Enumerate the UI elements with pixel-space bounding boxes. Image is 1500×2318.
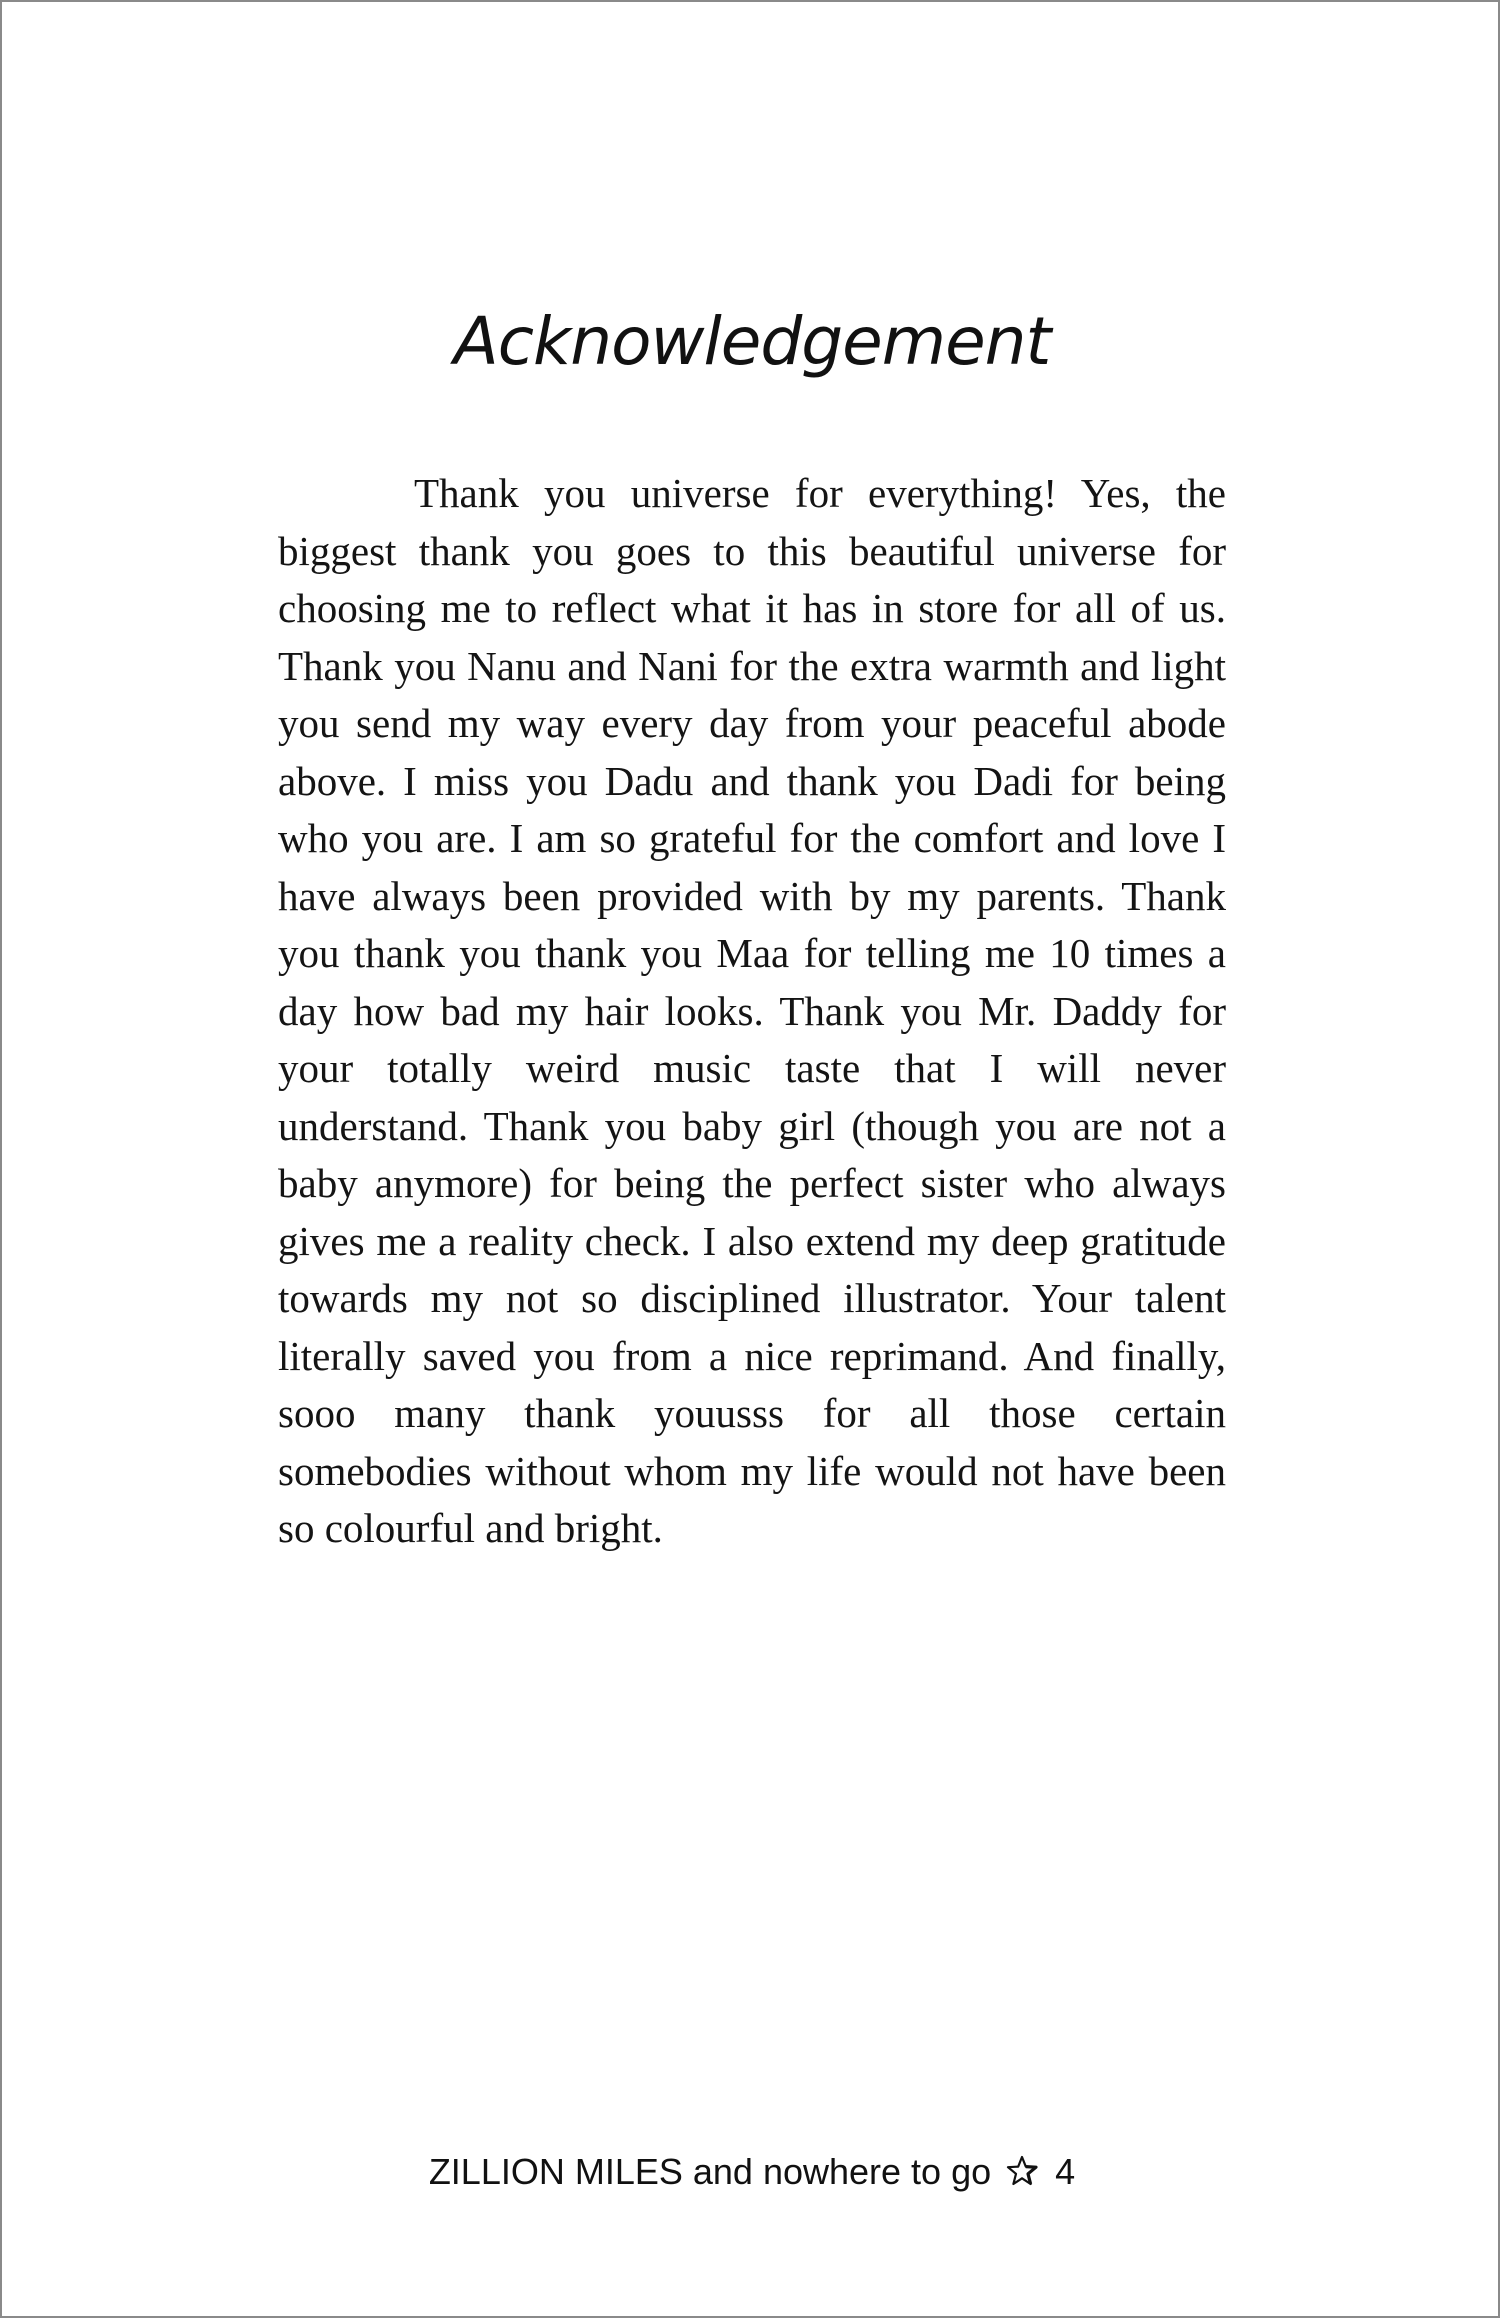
star-outline-icon xyxy=(1005,2154,1039,2188)
page-footer xyxy=(2,2150,1500,2194)
page-title: Acknowledgement xyxy=(453,303,1051,380)
acknowledgement-paragraph: Thank you universe for everything! Yes, the biggest thank you goes to this beautiful universe for choosing me to reflect what it has in store for all of us. Thank you Nanu and Nani for the extra warmth and light you send my way every day from your peaceful abode above. I miss you Dadu and thank you Dadi for being who you are. I am so grateful for the comfort and love I have always been provided with by my parents. Thank you thank you thank you Maa for telling me 10 times a day how bad my hair looks. Thank you Mr. Daddy for your totally weird music taste that I will never understand. Thank you baby girl (though you are not a baby anymore) for being the perfect sister who always gives me a reality check. I also extend my deep gratitude towards my not so disciplined illustrator. Your talent literally saved you from a nice reprimand. And finally, sooo many thank youusss for all those certain somebodies without whom my life would not have been so colourful and bright. xyxy=(278,470,1226,1551)
footer-book-title: ZILLION MILES and nowhere to go xyxy=(428,2151,992,2192)
page-number: 4 xyxy=(1055,2151,1076,2192)
